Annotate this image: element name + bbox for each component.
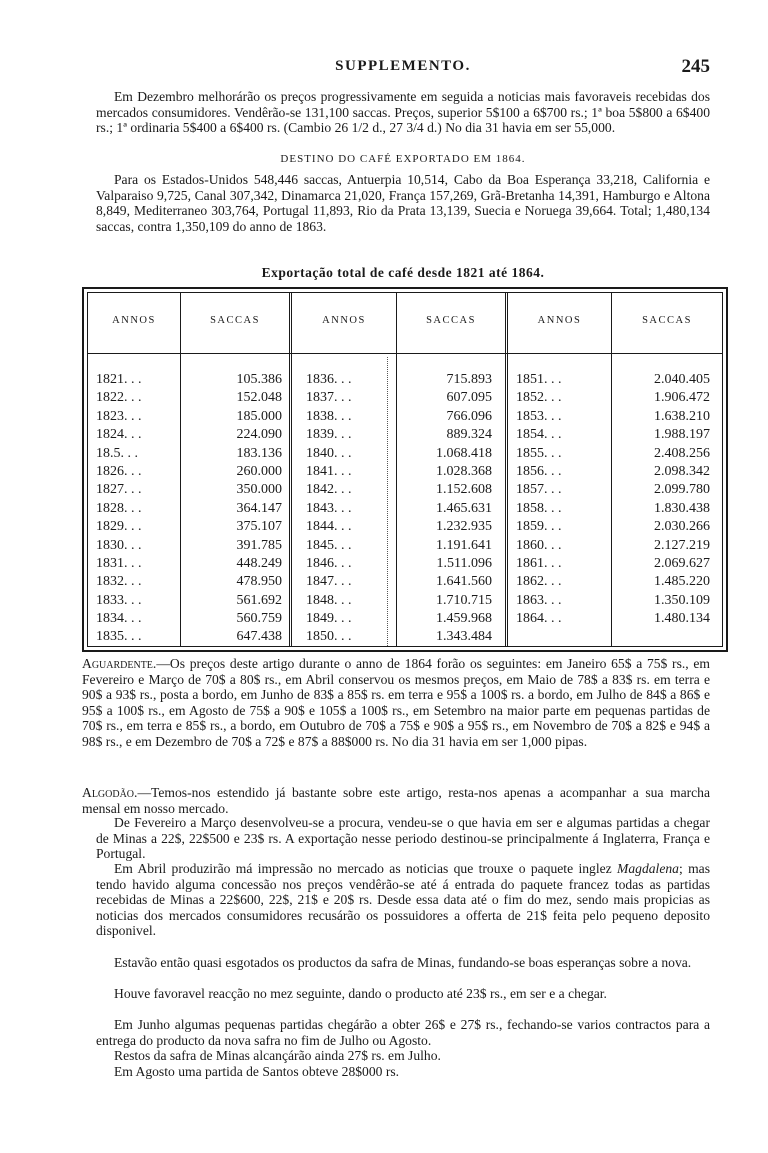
table-cell-year: 1858. . . [516, 500, 562, 516]
table-cell-saccas: 185.000 [236, 408, 282, 424]
table-caption: Exportação total de café desde 1821 até 1864. [261, 265, 545, 280]
table-cell-saccas: 560.759 [236, 611, 282, 627]
table-cell-saccas: 607.095 [446, 390, 492, 406]
table-cell-year: 1821. . . [96, 372, 142, 387]
table-cell-year: 1856. . . [516, 463, 562, 479]
table-cell-year: 1843. . . [306, 500, 352, 516]
table-cell-year: 1845. . . [306, 537, 352, 553]
paragraph-aguardente: Aguardente.—Os preços deste artigo durante o anno de 1864 forão os seguintes: em Janeiro 65$ a 75$ rs., em Fevereiro e Março de 70$ a 80$ rs., em Abril conservou os mesmos preços, em Maio de 78$ a 83$ rs. em terra e 90$ a 93$ rs., posta a bordo, em Junho de 83$ a 85$ rs. em terra e 95$ a 100$ rs. a bordo, em Julho de 84$ a 86$ e 95$ a 100$ rs., em Agosto de 75$ a 90$ e 105$ a 100$ rs., em Setembro na maior parte em pequenas partidas de 70$ rs., em terra e 85$ rs., a bordo, em Outubro de 70$ a 75$ e 90$ a 95$ rs., em Novembro de 70$ a 82$ e 94$ a 98$ rs., e em Dezembro de 70$ a 72$ e 87$ a 88$000 rs. No dia 31 havia em ser 1,000 pipas. [82, 656, 710, 749]
table-cell-saccas: 889.324 [446, 427, 492, 443]
running-head-title: SUPPLEMENTO. [335, 58, 471, 74]
years-column-3 [516, 371, 606, 628]
header-annos-3: ANNOS [537, 315, 582, 326]
table-cell-year: 1827. . . [96, 482, 142, 498]
running-head [96, 58, 710, 82]
table-cell-saccas: 1.028.368 [436, 463, 492, 479]
column-rule-double [505, 293, 508, 646]
column-rule-double [289, 293, 292, 646]
header-annos-2: ANNOS [322, 315, 366, 326]
table-cell-year: 1838. . . [306, 408, 352, 424]
table-cell-year: 1855. . . [516, 445, 562, 461]
table-cell-saccas: 364.147 [236, 500, 282, 516]
saccas-column-2 [398, 371, 492, 647]
table-cell-year: 1851. . . [516, 372, 562, 387]
column-rule-dotted [387, 357, 388, 646]
table-cell-saccas: 715.893 [446, 372, 492, 387]
table-cell-year: 1864. . . [516, 611, 562, 627]
table-cell-saccas: 1.465.631 [436, 500, 492, 516]
table-cell-saccas: 478.950 [236, 574, 282, 590]
paragraph-algodao-8: Em Agosto uma partida de Santos obteve 28$000 rs. [114, 1064, 400, 1079]
destino-heading: DESTINO DO CAFÉ EXPORTADO EM 1864. [280, 153, 526, 165]
table-cell-saccas: 1.710.715 [436, 592, 492, 608]
table-cell-saccas: 647.438 [236, 629, 282, 645]
export-table [82, 287, 728, 652]
paragraph-algodao-3: Em Abril produzirão má impressão no mercado as noticias que trouxe o paquete inglez Magdalena; mas tendo havido alguma concessão nos preços vendêrão-se até á entrada do paquete francez todas as partidas recebidas de Minas a 22$600, 22$, 21$ e 20$ rs. Desde essa data até o fim do mez, sendo mais propicias as noticias dos mercados consumidores recusárão os possuidores a offerta de 21$ feita pelo pequeno deposito disponivel. [96, 861, 710, 939]
table-cell-year: 1849. . . [306, 611, 352, 627]
table-cell-saccas: 561.692 [236, 592, 282, 608]
table-cell-year: 1829. . . [96, 519, 142, 535]
table-cell-year: 1862. . . [516, 574, 562, 590]
table-cell-year: 18.5. . . [96, 445, 138, 461]
table-cell-saccas: 2.099.780 [654, 482, 710, 498]
table-cell-saccas: 766.096 [446, 408, 492, 424]
table-cell-year: 1848. . . [306, 592, 352, 608]
table-cell-year: 1831. . . [96, 555, 142, 571]
table-cell-year: 1852. . . [516, 390, 562, 406]
column-rule [611, 293, 612, 646]
column-rule [396, 293, 397, 646]
paragraph-algodao-7: Restos da safra de Minas alcançárão ainda 27$ rs. em Julho. [114, 1048, 441, 1063]
table-cell-saccas: 2.098.342 [654, 463, 710, 479]
table-cell-year: 1832. . . [96, 574, 142, 590]
ship-name: Magdalena [617, 861, 679, 876]
table-cell-saccas: 105.386 [236, 372, 282, 387]
table-cell-saccas: 1.511.096 [436, 555, 492, 571]
paragraph-dezembro: Em Dezembro melhorárão os preços progressivamente em seguida a noticias mais favoraveis recebidas dos mercados consumidores. Vendêrão-se 131,100 saccas. Preços, superior 5$100 a 6$700 rs.; 1ª boa 5$800 a 6$400 rs.; 1ª ordinaria 5$400 a 6$400 rs. (Cambio 26 1/2 d., 27 3/4 d.) No dia 31 havia em ser 55,000. [96, 89, 710, 136]
table-cell-year: 1850. . . [306, 629, 352, 645]
section-label-algodao: Algodão. [82, 785, 138, 800]
years-column-2 [306, 371, 386, 647]
table-cell-year: 1841. . . [306, 463, 352, 479]
paragraph-destino: Para os Estados-Unidos 548,446 saccas, Antuerpia 10,514, Cabo da Boa Esperança 33,218, California e Valparaiso 9,725, Canal 307,342, Dinamarca 21,020, França 157,269, Grã-Bretanha 14,391, Hamburgo e Altona 8,849, Mediterraneo 303,764, Portugal 11,893, Rio da Prata 13,139, Suecia e Noruega 39,664. Total; 1,480,134 saccas, contra 1,350,109 do anno de 1863. [96, 172, 710, 234]
table-cell-saccas: 1.152.608 [436, 482, 492, 498]
table-cell-year: 1837. . . [306, 390, 352, 406]
table-cell-saccas: 448.249 [236, 555, 282, 571]
table-cell-saccas: 183.136 [236, 445, 282, 461]
saccas-column-1 [182, 371, 282, 647]
table-cell-year: 1853. . . [516, 408, 562, 424]
table-cell-saccas: 1.191.641 [436, 537, 492, 553]
table-cell-year: 1840. . . [306, 445, 352, 461]
table-cell-saccas: 2.408.256 [654, 445, 710, 461]
table-cell-saccas: 1.343.484 [436, 629, 492, 645]
table-cell-year: 1833. . . [96, 592, 142, 608]
table-cell-saccas: 2.040.405 [654, 372, 710, 387]
table-cell-saccas: 1.641.560 [436, 574, 492, 590]
paragraph-algodao-4: Estavão então quasi esgotados os productos da safra de Minas, fundando-se boas esperanças sobre a nova. [114, 955, 692, 970]
table-cell-saccas: 2.127.219 [654, 537, 710, 553]
table-cell-saccas: 1.459.968 [436, 611, 492, 627]
table-cell-year: 1834. . . [96, 611, 142, 627]
table-cell-saccas: 1.830.438 [654, 500, 710, 516]
table-cell-year: 1847. . . [306, 574, 352, 590]
page-number: 245 [681, 56, 710, 77]
table-cell-year: 1859. . . [516, 519, 562, 535]
section-label-aguardente: Aguardente. [82, 656, 157, 671]
table-cell-year: 1844. . . [306, 519, 352, 535]
table-cell-saccas: 1.638.210 [654, 408, 710, 424]
table-cell-saccas: 1.988.197 [654, 427, 710, 443]
paragraph-algodao-5: Houve favoravel reacção no mez seguinte, dando o producto até 23$ rs., em ser e a chegar. [114, 986, 607, 1001]
table-cell-year: 1826. . . [96, 463, 142, 479]
paragraph-algodao-2: De Fevereiro a Março desenvolveu-se a procura, vendeu-se o que havia em ser e algumas partidas a chegar de Minas a 22$, 22$500 e 23$ rs. A exportação nesse periodo destinou-se principalmente á Inglaterra, França e Portugal. [96, 815, 710, 862]
table-cell-saccas: 1.480.134 [654, 611, 710, 627]
table-cell-saccas: 1.906.472 [654, 390, 710, 406]
table-cell-saccas: 391.785 [236, 537, 282, 553]
table-cell-year: 1824. . . [96, 427, 142, 443]
table-cell-saccas: 152.048 [236, 390, 282, 406]
table-cell-saccas: 1.068.418 [436, 445, 492, 461]
paragraph-algodao-1: Algodão.—Temos-nos estendido já bastante sobre este artigo, resta-nos apenas a acompanhar a sua marcha mensal em nosso mercado. [82, 785, 710, 816]
header-saccas-2: SACCAS [426, 315, 476, 326]
table-cell-saccas: 1.350.109 [654, 592, 710, 608]
table-cell-year: 1822. . . [96, 390, 142, 406]
table-cell-saccas: 2.030.266 [654, 519, 710, 535]
table-cell-year: 1823. . . [96, 408, 142, 424]
saccas-column-3 [614, 371, 710, 628]
table-cell-year: 1863. . . [516, 592, 562, 608]
header-saccas-1: SACCAS [210, 315, 260, 326]
header-saccas-3: SACCAS [642, 315, 692, 326]
table-cell-year: 1836. . . [306, 372, 352, 387]
table-cell-year: 1861. . . [516, 555, 562, 571]
table-cell-year: 1835. . . [96, 629, 142, 645]
table-cell-year: 1839. . . [306, 427, 352, 443]
table-header-rule [88, 353, 722, 354]
table-cell-year: 1830. . . [96, 537, 142, 553]
table-cell-year: 1828. . . [96, 500, 142, 516]
table-cell-saccas: 224.090 [236, 427, 282, 443]
table-cell-saccas: 375.107 [236, 519, 282, 535]
years-column-1 [96, 371, 176, 647]
table-cell-year: 1860. . . [516, 537, 562, 553]
table-cell-year: 1842. . . [306, 482, 352, 498]
table-cell-year: 1846. . . [306, 555, 352, 571]
table-cell-saccas: 1.485.220 [654, 574, 710, 590]
table-cell-saccas: 260.000 [236, 463, 282, 479]
paragraph-algodao-6: Em Junho algumas pequenas partidas chegárão a obter 26$ e 27$ rs., fechando-se varios contractos para a entrega do producto da nova safra no fim de Julho ou Agosto. [96, 1017, 710, 1048]
table-cell-saccas: 350.000 [236, 482, 282, 498]
table-cell-saccas: 2.069.627 [654, 555, 710, 571]
table-cell-saccas: 1.232.935 [436, 519, 492, 535]
table-cell-year: 1854. . . [516, 427, 562, 443]
header-annos-1: ANNOS [112, 315, 156, 326]
table-cell-year: 1857. . . [516, 482, 562, 498]
column-rule [180, 293, 181, 646]
